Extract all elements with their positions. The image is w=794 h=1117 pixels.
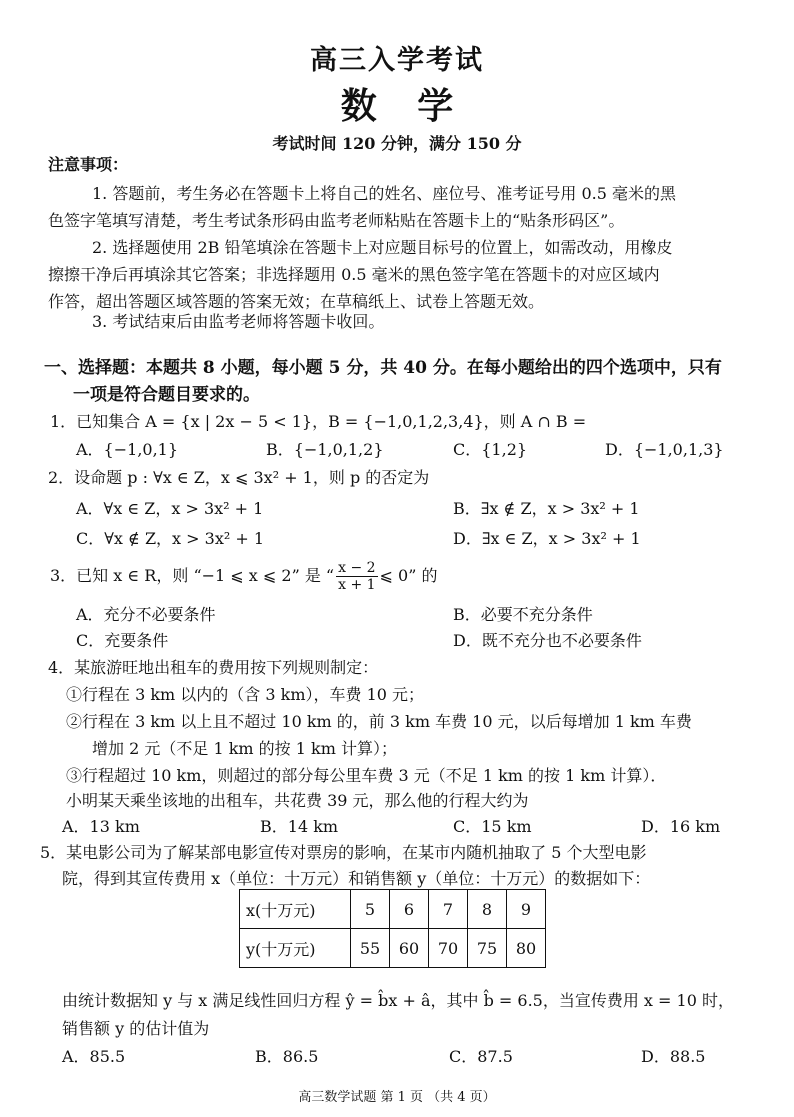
- table-cell: 5: [351, 890, 390, 929]
- table-cell: 8: [468, 890, 507, 929]
- table-cell: 7: [429, 890, 468, 929]
- question-5-ask: 销售额 y 的估计值为: [62, 1019, 210, 1038]
- table-cell: 9: [507, 890, 546, 929]
- q4-rule-1: ①行程在 3 km 以内的（含 3 km），车费 10 元；: [66, 685, 425, 704]
- exam-info: 考试时间 120 分钟，满分 150 分: [272, 134, 522, 153]
- subject-title: 数 学: [340, 85, 468, 127]
- table-row: [240, 929, 546, 968]
- table-row: [240, 890, 546, 929]
- q3-option-a: A．充分不必要条件: [76, 605, 216, 624]
- notice-line: 3. 考试结束后由监考老师将答题卡收回。: [92, 312, 385, 331]
- table-cell: 60: [390, 929, 429, 968]
- q1-option-c: C．{1,2}: [453, 440, 528, 459]
- notice-line: 1. 答题前，考生务必在答题卡上将自己的姓名、座位号、准考证号用 0.5 毫米的黑: [92, 184, 676, 203]
- q3-fraction-numerator: x − 2: [338, 560, 376, 576]
- question-4-stem: 4．某旅游旺地出租车的费用按下列规则制定：: [48, 658, 379, 677]
- q4-option-c: C．15 km: [453, 817, 532, 836]
- q3-stem-text-end: ⩽ 0” 的: [379, 566, 438, 585]
- table-row-label: x(十万元): [240, 890, 351, 929]
- q3-fraction: [336, 560, 377, 593]
- q4-option-b: B．14 km: [260, 817, 339, 836]
- q2-option-d: D．∃x ∈ Z，x > 3x² + 1: [453, 529, 641, 548]
- notice-line: 作答，超出答题区域答题的答案无效；在草稿纸上、试卷上答题无效。: [48, 292, 545, 311]
- q4-option-a: A．13 km: [62, 817, 140, 836]
- question-1-stem: 1．已知集合 A = {x | 2x − 5 < 1}，B = {−1,0,1,2,3,4}，则 A ∩ B =: [50, 412, 587, 431]
- q2-option-a: A．∀x ∈ Z，x > 3x² + 1: [76, 499, 264, 518]
- q5-option-b: B．86.5: [255, 1047, 319, 1066]
- question-2-stem: 2．设命题 p : ∀x ∈ Z，x ⩽ 3x² + 1，则 p 的否定为: [48, 468, 430, 487]
- q1-option-a: A．{−1,0,1}: [76, 440, 179, 459]
- q4-option-d: D．16 km: [641, 817, 721, 836]
- question-5-stem-cont: 院，得到其宣传费用 x（单位：十万元）和销售额 y（单位：十万元）的数据如下：: [62, 869, 651, 888]
- page-footer: 高三数学试题 第 1 页 （共 4 页）: [298, 1090, 496, 1105]
- exam-title: 高三入学考试: [310, 45, 484, 76]
- notice-heading: 注意事项：: [48, 155, 129, 174]
- question-3-stem: [50, 560, 438, 593]
- table-cell: 75: [468, 929, 507, 968]
- table-cell: 80: [507, 929, 546, 968]
- question-5-regression: 由统计数据知 y 与 x 满足线性回归方程 ŷ = b̂x + â，其中 b̂ = 6.5，当宣传费用 x = 10 时，: [62, 991, 734, 1010]
- table-cell: 55: [351, 929, 390, 968]
- q2-option-b: B．∃x ∉ Z，x > 3x² + 1: [453, 499, 640, 518]
- q4-rule-2: ②行程在 3 km 以上且不超过 10 km 的，前 3 km 车费 10 元，以后每增加 1 km 车费: [66, 712, 692, 731]
- table-row-label: y(十万元): [240, 929, 351, 968]
- q4-rule-2-cont: 增加 2 元（不足 1 km 的按 1 km 计算）；: [92, 739, 397, 758]
- section-heading: 一、选择题：本题共 8 小题，每小题 5 分，共 40 分。在每小题给出的四个选项中，只有: [44, 358, 722, 378]
- q4-question: 小明某天乘坐该地的出租车，共花费 39 元，那么他的行程大约为: [66, 791, 529, 810]
- q4-rule-3: ③行程超过 10 km，则超过的部分每公里车费 3 元（不足 1 km 的按 1 km 计算）．: [66, 766, 667, 785]
- table-cell: 70: [429, 929, 468, 968]
- q3-option-c: C．充要条件: [76, 631, 169, 650]
- q5-option-c: C．87.5: [449, 1047, 513, 1066]
- q2-option-c: C．∀x ∉ Z，x > 3x² + 1: [76, 529, 265, 548]
- notice-line: 色签字笔填写清楚，考生考试条形码由监考老师粘贴在答题卡上的“贴条形码区”。: [48, 211, 625, 230]
- data-table: [239, 889, 546, 968]
- table-cell: 6: [390, 890, 429, 929]
- q3-stem-text: 3．已知 x ∈ R，则 “−1 ⩽ x ⩽ 2” 是 “: [50, 566, 335, 585]
- q5-option-d: D．88.5: [641, 1047, 706, 1066]
- q3-option-d: D．既不充分也不必要条件: [453, 631, 642, 650]
- q3-option-b: B．必要不充分条件: [453, 605, 593, 624]
- notice-line: 擦擦干净后再填涂其它答案；非选择题用 0.5 毫米的黑色签字笔在答题卡的对应区域内: [48, 265, 660, 284]
- q1-option-d: D．{−1,0,1,3}: [605, 440, 724, 459]
- section-heading-cont: 一项是符合题目要求的。: [73, 385, 260, 405]
- question-5-stem: 5．某电影公司为了解某部电影宣传对票房的影响，在某市内随机抽取了 5 个大型电影: [40, 843, 647, 862]
- q3-fraction-denominator: x + 1: [338, 577, 376, 593]
- notice-line: 2. 选择题使用 2B 铅笔填涂在答题卡上对应题目标号的位置上，如需改动，用橡皮: [92, 238, 673, 257]
- q5-option-a: A．85.5: [62, 1047, 126, 1066]
- q1-option-b: B．{−1,0,1,2}: [266, 440, 384, 459]
